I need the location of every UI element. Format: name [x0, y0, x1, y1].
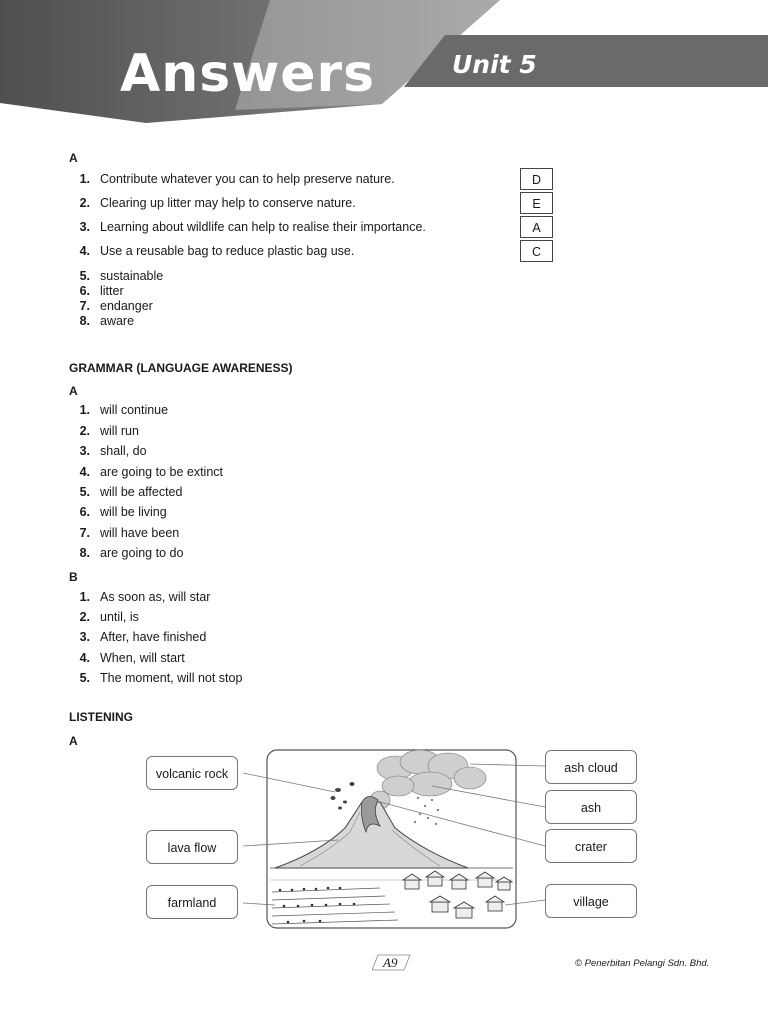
- section-label-a: A: [69, 151, 78, 165]
- list-item: 7. endanger: [79, 299, 153, 313]
- volcano-diagram: [0, 740, 768, 940]
- answer-box: A: [520, 216, 553, 238]
- list-item: 7. will have been: [79, 526, 180, 540]
- list-item: 8. aware: [79, 314, 135, 328]
- grammar-part-b-label: B: [69, 570, 78, 584]
- list-item: 3. After, have finished: [79, 630, 207, 644]
- list-item: 2. Clearing up litter may help to conserve nature.: [79, 196, 356, 210]
- grammar-part-a-label: A: [69, 384, 78, 398]
- label-ash-cloud: ash cloud: [545, 750, 637, 784]
- list-item: 3. shall, do: [79, 444, 147, 458]
- list-item: 4. are going to be extinct: [79, 465, 223, 479]
- grammar-heading: GRAMMAR (LANGUAGE AWARENESS): [69, 361, 293, 375]
- page-title: Answers: [120, 44, 376, 104]
- page-number: A9: [383, 955, 398, 970]
- list-item: 2. until, is: [79, 610, 139, 624]
- header-banner: [0, 0, 768, 130]
- list-item: 5. sustainable: [79, 269, 164, 283]
- label-crater: crater: [545, 829, 637, 863]
- copyright: © Penerbitan Pelangi Sdn. Bhd.: [575, 958, 710, 969]
- listening-part-a-label: A: [69, 734, 78, 748]
- list-item: 1. will continue: [79, 403, 169, 417]
- list-item: 3. Learning about wildlife can help to realise their importance.: [79, 220, 426, 234]
- list-item: 5. The moment, will not stop: [79, 671, 243, 685]
- label-lava-flow: lava flow: [146, 830, 238, 864]
- label-ash: ash: [545, 790, 637, 824]
- list-item: 2. will run: [79, 424, 139, 438]
- list-item: 4. Use a reusable bag to reduce plastic bag use.: [79, 244, 355, 258]
- list-item: 6. litter: [79, 284, 124, 298]
- label-volcanic-rock: volcanic rock: [146, 756, 238, 790]
- list-item: 4. When, will start: [79, 651, 185, 665]
- label-village: village: [545, 884, 637, 918]
- list-item: 1. Contribute whatever you can to help preserve nature.: [79, 172, 395, 186]
- unit-label: Unit 5: [452, 50, 537, 79]
- listening-heading: LISTENING: [69, 710, 134, 724]
- answer-box: D: [520, 168, 553, 190]
- answer-box: C: [520, 240, 553, 262]
- answer-box: E: [520, 192, 553, 214]
- list-item: 1. As soon as, will star: [79, 590, 211, 604]
- list-item: 6. will be living: [79, 505, 167, 519]
- label-farmland: farmland: [146, 885, 238, 919]
- list-item: 8. are going to do: [79, 546, 184, 560]
- list-item: 5. will be affected: [79, 485, 183, 499]
